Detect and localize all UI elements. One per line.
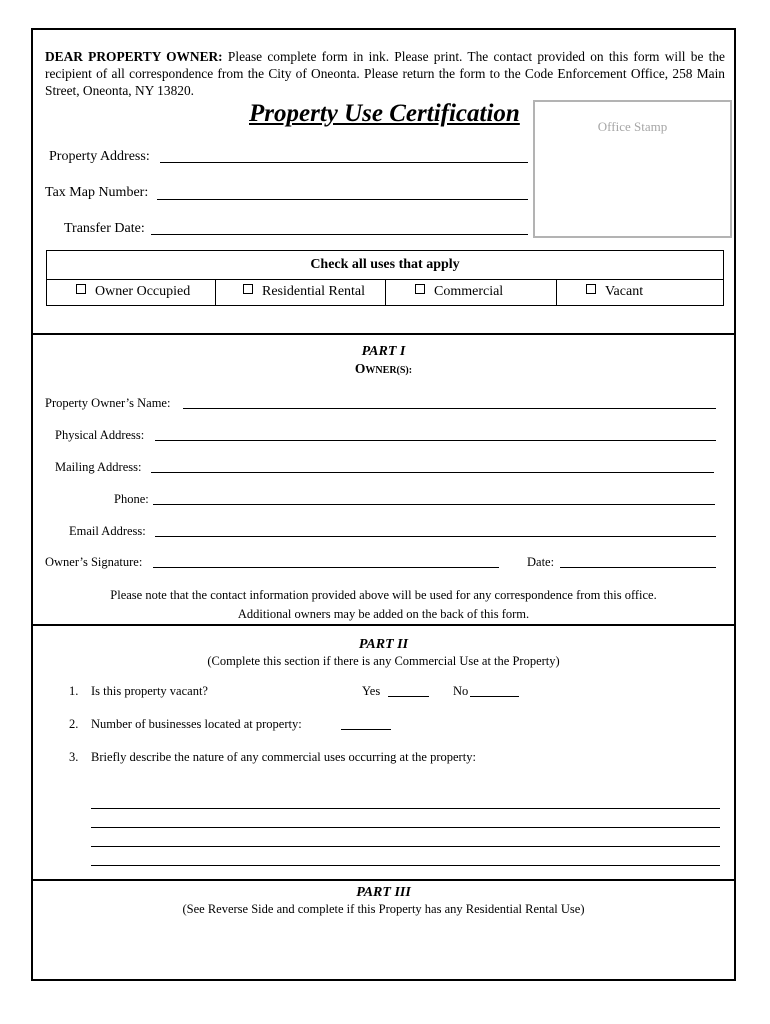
checkbox-icon[interactable] — [76, 284, 86, 294]
part3-subtitle: (See Reverse Side and complete if this Property has any Residential Rental Use) — [182, 902, 585, 916]
q1-number: 1. — [69, 684, 79, 698]
checkbox-icon[interactable] — [415, 284, 425, 294]
signature-date-label: Date: — [527, 555, 555, 569]
intro-lead: DEAR PROPERTY OWNER: — [45, 49, 223, 64]
transfer-date-label: Transfer Date: — [64, 221, 145, 236]
q1-no-input[interactable] — [470, 696, 519, 697]
part2-header — [31, 637, 736, 669]
section-divider — [31, 333, 736, 335]
checkbox-icon[interactable] — [243, 284, 253, 294]
section-divider — [31, 624, 736, 626]
owner-name-label: Property Owner’s Name: — [45, 396, 171, 410]
office-stamp-box — [533, 100, 732, 238]
email-input[interactable] — [155, 536, 716, 537]
section-divider — [31, 879, 736, 881]
email-label: Email Address: — [69, 524, 146, 538]
q1-no-label: No — [453, 684, 469, 698]
part1-subtitle: OWNER(S): — [354, 361, 413, 376]
physical-address-input[interactable] — [155, 440, 716, 441]
q3-answer-line[interactable] — [91, 846, 720, 847]
signature-label: Owner’s Signature: — [45, 555, 143, 569]
phone-label: Phone: — [114, 492, 149, 506]
form-title: Property Use Certification — [249, 100, 520, 127]
phone-input[interactable] — [153, 504, 715, 505]
use-option-vacant[interactable]: Vacant — [557, 279, 723, 306]
tax-map-label: Tax Map Number: — [45, 185, 149, 200]
use-option-commercial[interactable]: Commercial — [386, 279, 557, 306]
intro-text: Please complete form in ink. Please print. The contact provided on this form will be the recipient of all correspondence from the City of Oneonta. Please return the form to the Code Enforcement Office, 258 Main Street, Oneonta, NY 13820. — [45, 49, 726, 98]
mailing-address-label: Mailing Address: — [55, 460, 142, 474]
part1-header — [31, 344, 736, 377]
property-address-label: Property Address: — [49, 149, 150, 164]
part1-title: PART I — [361, 344, 406, 359]
intro-paragraph — [45, 48, 725, 99]
part3-title: PART III — [356, 885, 411, 900]
mailing-address-input[interactable] — [151, 472, 714, 473]
q1-text: Is this property vacant? — [91, 684, 208, 698]
signature-input[interactable] — [153, 567, 499, 568]
q1-yes-input[interactable] — [388, 696, 429, 697]
tax-map-input[interactable] — [157, 199, 528, 200]
q3-answer-line[interactable] — [91, 865, 720, 866]
physical-address-label: Physical Address: — [55, 428, 145, 442]
q3-text: Briefly describe the nature of any commercial uses occurring at the property: — [91, 750, 476, 764]
part2-subtitle: (Complete this section if there is any Commercial Use at the Property) — [207, 654, 560, 668]
owner-name-input[interactable] — [183, 408, 716, 409]
property-address-input[interactable] — [160, 162, 528, 163]
part3-header — [31, 885, 736, 917]
q3-answer-line[interactable] — [91, 827, 720, 828]
q1-yes-label: Yes — [362, 684, 381, 698]
transfer-date-input[interactable] — [151, 234, 528, 235]
q2-text: Number of businesses located at property: — [91, 717, 302, 731]
use-option-owner-occupied[interactable]: Owner Occupied — [47, 279, 216, 306]
uses-table — [46, 250, 724, 306]
q2-number: 2. — [69, 717, 79, 731]
part2-title: PART II — [358, 637, 409, 652]
office-stamp-label: Office Stamp — [597, 119, 668, 134]
uses-heading: Check all uses that apply — [47, 251, 723, 280]
part1-note: Please note that the contact information provided above will be used for any correspondence from this office. Additional owners may be added on the back of this form. — [110, 588, 657, 621]
checkbox-icon[interactable] — [586, 284, 596, 294]
q2-input[interactable] — [341, 729, 391, 730]
uses-options-row — [47, 279, 723, 306]
signature-date-input[interactable] — [560, 567, 716, 568]
q3-number: 3. — [69, 750, 79, 764]
use-option-residential-rental[interactable]: Residential Rental — [216, 279, 386, 306]
q3-answer-line[interactable] — [91, 808, 720, 809]
